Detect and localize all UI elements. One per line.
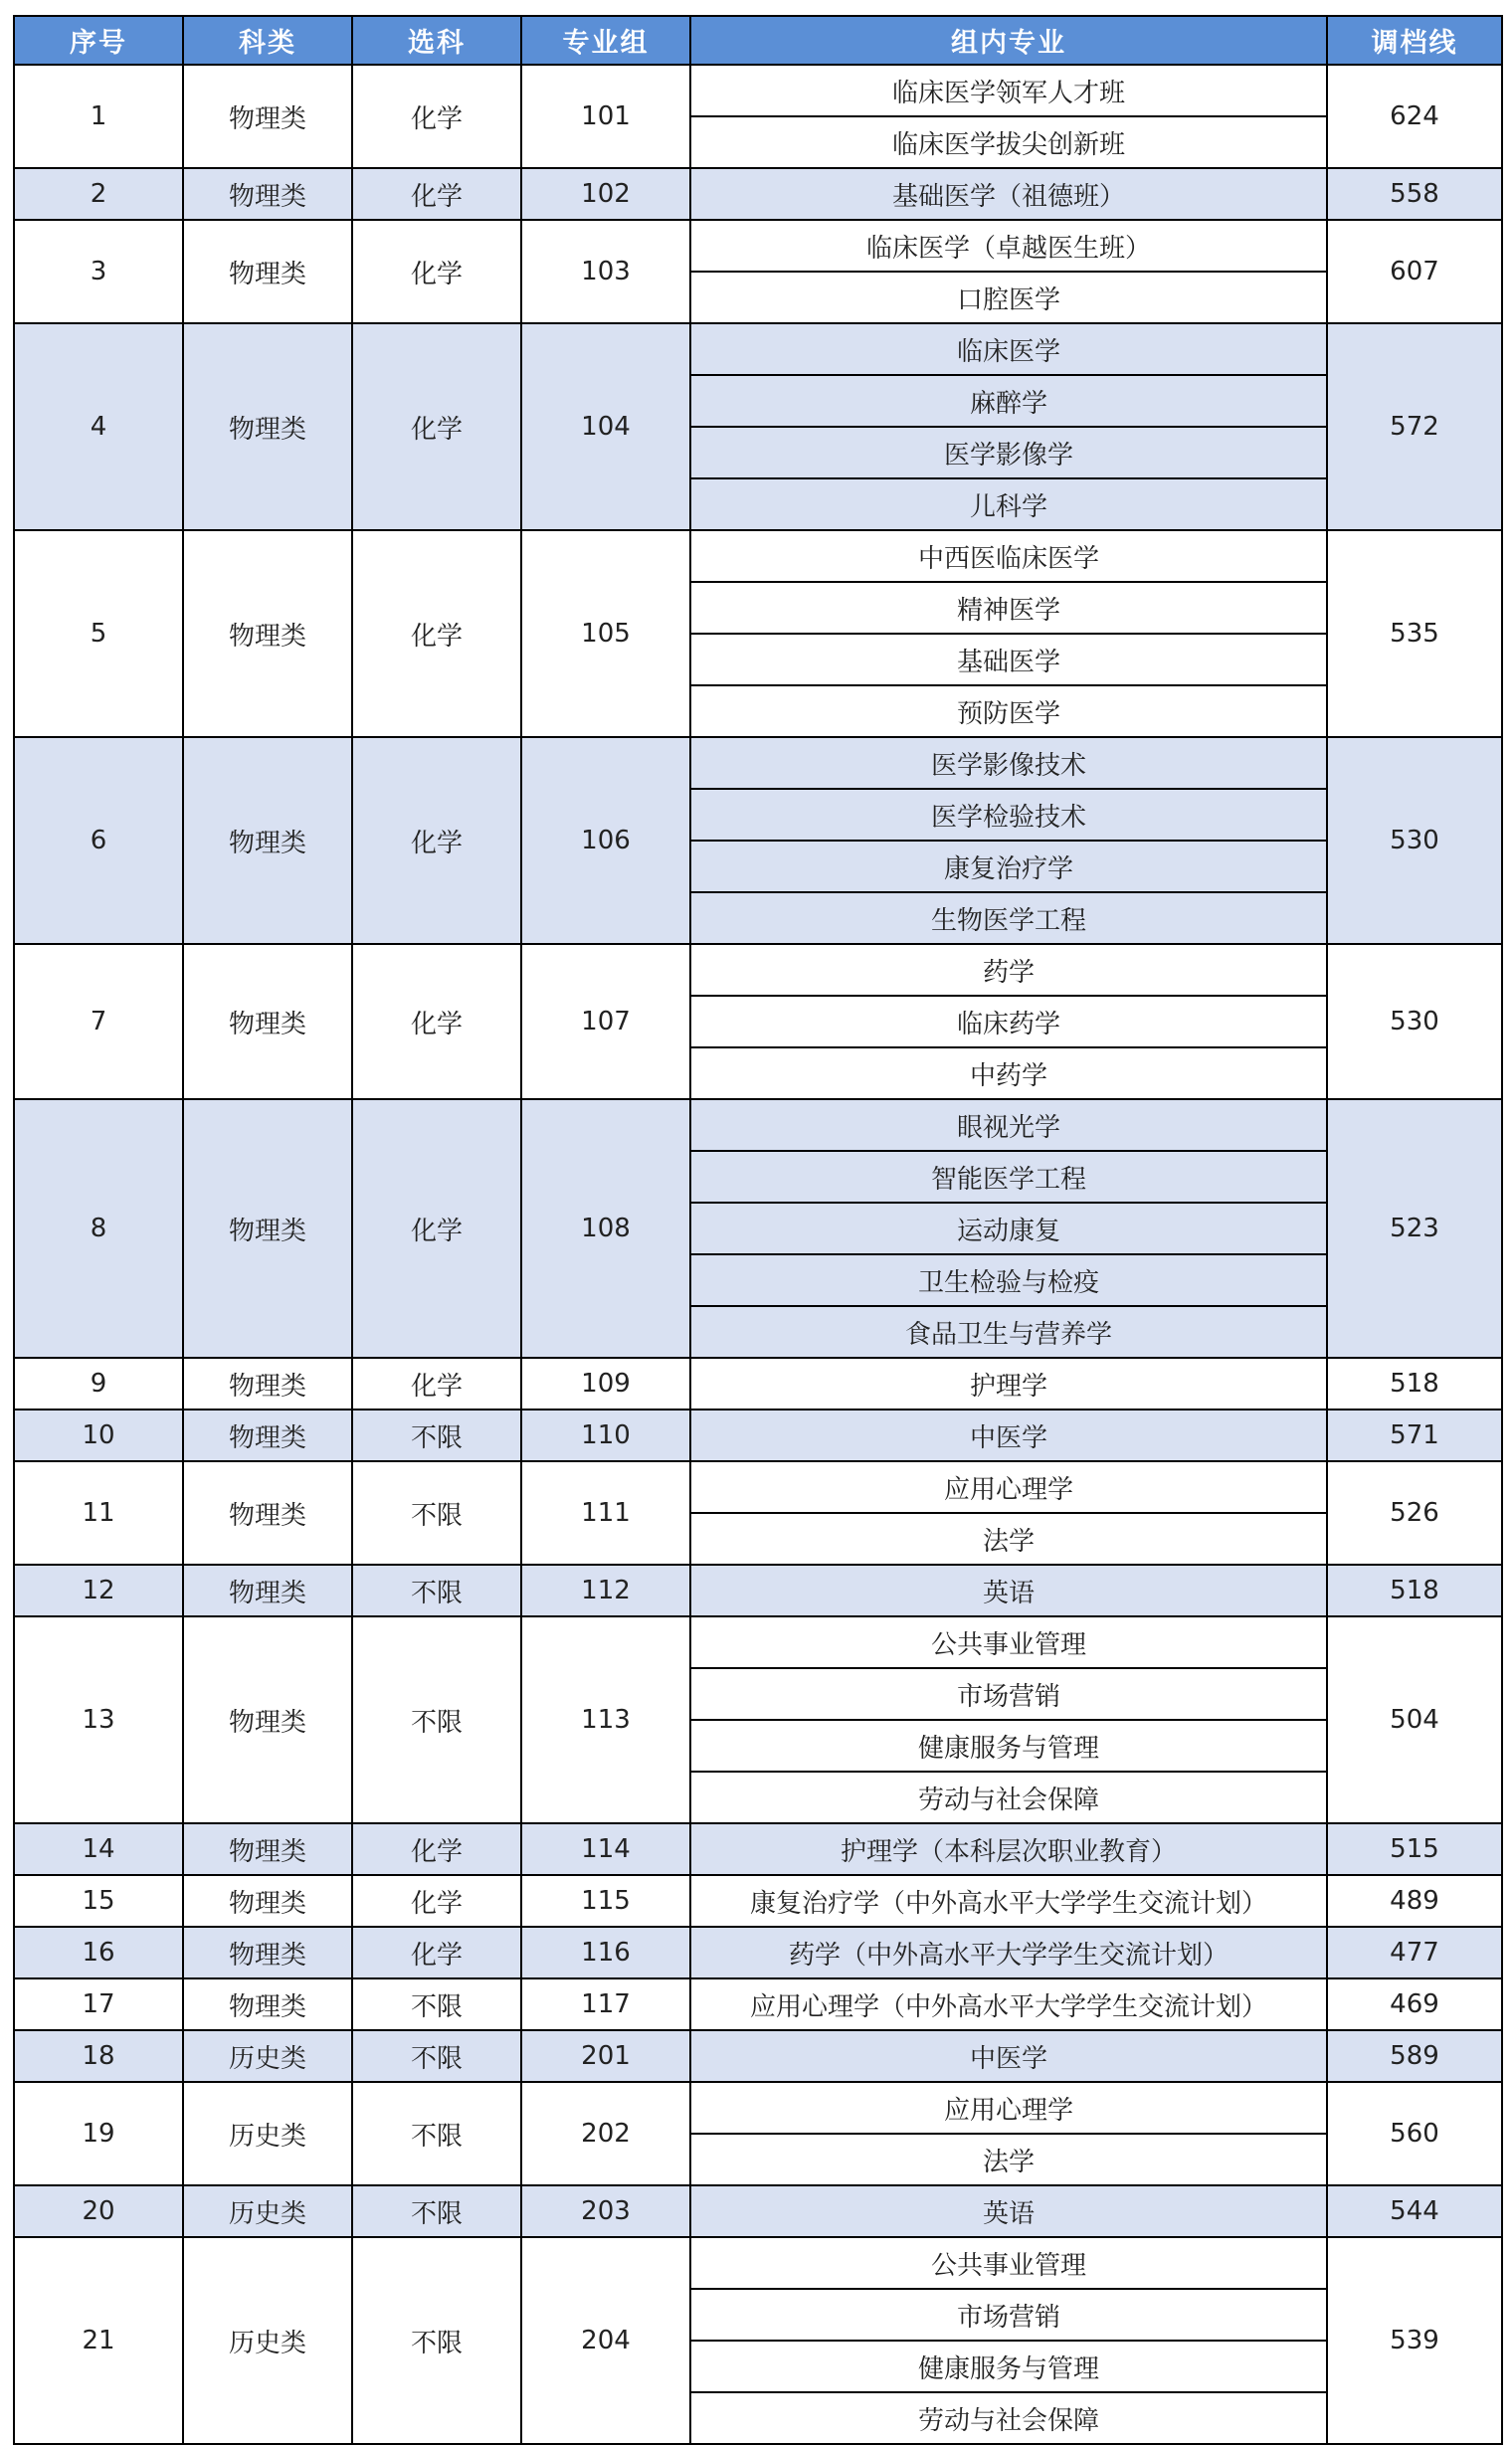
cutoff-score-cell: 571 (1327, 1410, 1502, 1461)
header-category: 科类 (183, 16, 352, 65)
major-group-cell: 111 (521, 1461, 690, 1565)
category-cell: 历史类 (183, 2082, 352, 2185)
major-group-cell: 115 (521, 1875, 690, 1927)
major-cell: 市场营销 (690, 2289, 1327, 2341)
major-cell: 康复治疗学 (690, 841, 1327, 892)
serial-number-cell: 1 (14, 65, 183, 168)
major-cell: 公共事业管理 (690, 2237, 1327, 2289)
major-group-cell: 203 (521, 2185, 690, 2237)
serial-number-cell: 13 (14, 1616, 183, 1823)
major-cell: 法学 (690, 1513, 1327, 1565)
admission-score-table (13, 15, 1503, 2445)
major-cell: 法学 (690, 2134, 1327, 2185)
major-cell: 医学检验技术 (690, 789, 1327, 841)
serial-number-cell: 15 (14, 1875, 183, 1927)
table-row (14, 1875, 1502, 1927)
header-major-group: 专业组 (521, 16, 690, 65)
category-cell: 物理类 (183, 1978, 352, 2030)
table-row (14, 323, 1502, 375)
subject-cell: 化学 (352, 1875, 521, 1927)
major-cell: 临床医学拔尖创新班 (690, 116, 1327, 168)
major-cell: 药学 (690, 944, 1327, 996)
table-row (14, 1978, 1502, 2030)
major-cell: 中药学 (690, 1047, 1327, 1099)
category-cell: 物理类 (183, 530, 352, 737)
major-cell: 市场营销 (690, 1668, 1327, 1720)
table-row (14, 1927, 1502, 1978)
table-row (14, 1616, 1502, 1668)
subject-cell: 化学 (352, 737, 521, 944)
table-body (14, 65, 1502, 2444)
serial-number-cell: 7 (14, 944, 183, 1099)
major-cell: 应用心理学 (690, 2082, 1327, 2134)
category-cell: 物理类 (183, 1565, 352, 1616)
major-group-cell: 110 (521, 1410, 690, 1461)
table-row (14, 1461, 1502, 1513)
major-cell: 护理学 (690, 1358, 1327, 1410)
serial-number-cell: 5 (14, 530, 183, 737)
category-cell: 历史类 (183, 2237, 352, 2444)
major-cell: 英语 (690, 1565, 1327, 1616)
cutoff-score-cell: 607 (1327, 220, 1502, 323)
major-group-cell: 107 (521, 944, 690, 1099)
category-cell: 物理类 (183, 1823, 352, 1875)
category-cell: 物理类 (183, 1358, 352, 1410)
major-cell: 临床药学 (690, 996, 1327, 1047)
cutoff-score-cell: 560 (1327, 2082, 1502, 2185)
major-group-cell: 101 (521, 65, 690, 168)
major-group-cell: 104 (521, 323, 690, 530)
major-cell: 应用心理学 (690, 1461, 1327, 1513)
major-cell: 临床医学 (690, 323, 1327, 375)
table-row (14, 65, 1502, 116)
major-cell: 眼视光学 (690, 1099, 1327, 1151)
major-cell: 运动康复 (690, 1203, 1327, 1254)
category-cell: 物理类 (183, 65, 352, 168)
cutoff-score-cell: 544 (1327, 2185, 1502, 2237)
major-group-cell: 202 (521, 2082, 690, 2185)
subject-cell: 化学 (352, 1823, 521, 1875)
table-row (14, 2185, 1502, 2237)
major-cell: 食品卫生与营养学 (690, 1306, 1327, 1358)
serial-number-cell: 4 (14, 323, 183, 530)
cutoff-score-cell: 535 (1327, 530, 1502, 737)
cutoff-score-cell: 523 (1327, 1099, 1502, 1358)
major-cell: 中医学 (690, 2030, 1327, 2082)
category-cell: 物理类 (183, 944, 352, 1099)
major-group-cell: 102 (521, 168, 690, 220)
major-group-cell: 112 (521, 1565, 690, 1616)
serial-number-cell: 6 (14, 737, 183, 944)
major-cell: 精神医学 (690, 582, 1327, 634)
cutoff-score-cell: 477 (1327, 1927, 1502, 1978)
major-group-cell: 204 (521, 2237, 690, 2444)
table-row (14, 1099, 1502, 1151)
header-majors-in-group: 组内专业 (690, 16, 1327, 65)
table-row (14, 530, 1502, 582)
subject-cell: 不限 (352, 1616, 521, 1823)
subject-cell: 化学 (352, 944, 521, 1099)
category-cell: 物理类 (183, 1616, 352, 1823)
subject-cell: 不限 (352, 1461, 521, 1565)
category-cell: 历史类 (183, 2030, 352, 2082)
cutoff-score-cell: 530 (1327, 737, 1502, 944)
category-cell: 物理类 (183, 1410, 352, 1461)
cutoff-score-cell: 469 (1327, 1978, 1502, 2030)
category-cell: 物理类 (183, 1461, 352, 1565)
category-cell: 物理类 (183, 1927, 352, 1978)
serial-number-cell: 2 (14, 168, 183, 220)
table-row (14, 2030, 1502, 2082)
cutoff-score-cell: 515 (1327, 1823, 1502, 1875)
header-cutoff-score: 调档线 (1327, 16, 1502, 65)
major-cell: 预防医学 (690, 685, 1327, 737)
major-group-cell: 113 (521, 1616, 690, 1823)
major-group-cell: 108 (521, 1099, 690, 1358)
cutoff-score-cell: 589 (1327, 2030, 1502, 2082)
major-cell: 麻醉学 (690, 375, 1327, 427)
cutoff-score-cell: 518 (1327, 1565, 1502, 1616)
serial-number-cell: 8 (14, 1099, 183, 1358)
serial-number-cell: 16 (14, 1927, 183, 1978)
cutoff-score-cell: 489 (1327, 1875, 1502, 1927)
subject-cell: 化学 (352, 1358, 521, 1410)
major-cell: 生物医学工程 (690, 892, 1327, 944)
major-cell: 护理学（本科层次职业教育） (690, 1823, 1327, 1875)
subject-cell: 化学 (352, 530, 521, 737)
serial-number-cell: 9 (14, 1358, 183, 1410)
category-cell: 物理类 (183, 1099, 352, 1358)
major-cell: 健康服务与管理 (690, 1720, 1327, 1772)
serial-number-cell: 21 (14, 2237, 183, 2444)
table-row (14, 220, 1502, 272)
table-row (14, 2082, 1502, 2134)
major-group-cell: 117 (521, 1978, 690, 2030)
major-cell: 医学影像技术 (690, 737, 1327, 789)
subject-cell: 不限 (352, 2030, 521, 2082)
major-group-cell: 201 (521, 2030, 690, 2082)
category-cell: 物理类 (183, 323, 352, 530)
subject-cell: 不限 (352, 2082, 521, 2185)
serial-number-cell: 3 (14, 220, 183, 323)
subject-cell: 化学 (352, 168, 521, 220)
serial-number-cell: 14 (14, 1823, 183, 1875)
category-cell: 物理类 (183, 737, 352, 944)
subject-cell: 不限 (352, 1565, 521, 1616)
category-cell: 物理类 (183, 1875, 352, 1927)
category-cell: 物理类 (183, 168, 352, 220)
major-cell: 中西医临床医学 (690, 530, 1327, 582)
cutoff-score-cell: 530 (1327, 944, 1502, 1099)
subject-cell: 化学 (352, 220, 521, 323)
subject-cell: 化学 (352, 65, 521, 168)
major-group-cell: 109 (521, 1358, 690, 1410)
subject-cell: 化学 (352, 323, 521, 530)
major-cell: 医学影像学 (690, 427, 1327, 478)
major-cell: 儿科学 (690, 478, 1327, 530)
major-cell: 智能医学工程 (690, 1151, 1327, 1203)
table-row (14, 1358, 1502, 1410)
major-cell: 临床医学（卓越医生班） (690, 220, 1327, 272)
major-cell: 口腔医学 (690, 272, 1327, 323)
subject-cell: 不限 (352, 2237, 521, 2444)
major-cell: 劳动与社会保障 (690, 2392, 1327, 2444)
major-cell: 劳动与社会保障 (690, 1772, 1327, 1823)
subject-cell: 不限 (352, 1978, 521, 2030)
category-cell: 历史类 (183, 2185, 352, 2237)
major-cell: 药学（中外高水平大学学生交流计划） (690, 1927, 1327, 1978)
table-row (14, 737, 1502, 789)
cutoff-score-cell: 572 (1327, 323, 1502, 530)
subject-cell: 不限 (352, 2185, 521, 2237)
subject-cell: 不限 (352, 1410, 521, 1461)
major-group-cell: 103 (521, 220, 690, 323)
major-cell: 英语 (690, 2185, 1327, 2237)
serial-number-cell: 17 (14, 1978, 183, 2030)
serial-number-cell: 12 (14, 1565, 183, 1616)
major-cell: 中医学 (690, 1410, 1327, 1461)
table-row (14, 944, 1502, 996)
category-cell: 物理类 (183, 220, 352, 323)
major-cell: 临床医学领军人才班 (690, 65, 1327, 116)
cutoff-score-cell: 558 (1327, 168, 1502, 220)
serial-number-cell: 18 (14, 2030, 183, 2082)
major-cell: 康复治疗学（中外高水平大学学生交流计划） (690, 1875, 1327, 1927)
table-row (14, 2237, 1502, 2289)
header-row (14, 16, 1502, 65)
cutoff-score-cell: 539 (1327, 2237, 1502, 2444)
major-cell: 健康服务与管理 (690, 2341, 1327, 2392)
major-cell: 基础医学（祖德班） (690, 168, 1327, 220)
subject-cell: 化学 (352, 1099, 521, 1358)
cutoff-score-cell: 504 (1327, 1616, 1502, 1823)
major-group-cell: 116 (521, 1927, 690, 1978)
table-header (14, 16, 1502, 65)
table-row (14, 1410, 1502, 1461)
subject-cell: 化学 (352, 1927, 521, 1978)
table-row (14, 168, 1502, 220)
major-group-cell: 114 (521, 1823, 690, 1875)
cutoff-score-cell: 624 (1327, 65, 1502, 168)
major-group-cell: 106 (521, 737, 690, 944)
header-serial-number: 序号 (14, 16, 183, 65)
major-cell: 卫生检验与检疫 (690, 1254, 1327, 1306)
major-cell: 基础医学 (690, 634, 1327, 685)
serial-number-cell: 19 (14, 2082, 183, 2185)
table-row (14, 1565, 1502, 1616)
serial-number-cell: 11 (14, 1461, 183, 1565)
serial-number-cell: 10 (14, 1410, 183, 1461)
cutoff-score-cell: 526 (1327, 1461, 1502, 1565)
major-cell: 应用心理学（中外高水平大学学生交流计划） (690, 1978, 1327, 2030)
header-subject: 选科 (352, 16, 521, 65)
cutoff-score-cell: 518 (1327, 1358, 1502, 1410)
serial-number-cell: 20 (14, 2185, 183, 2237)
major-cell: 公共事业管理 (690, 1616, 1327, 1668)
table-row (14, 1823, 1502, 1875)
major-group-cell: 105 (521, 530, 690, 737)
